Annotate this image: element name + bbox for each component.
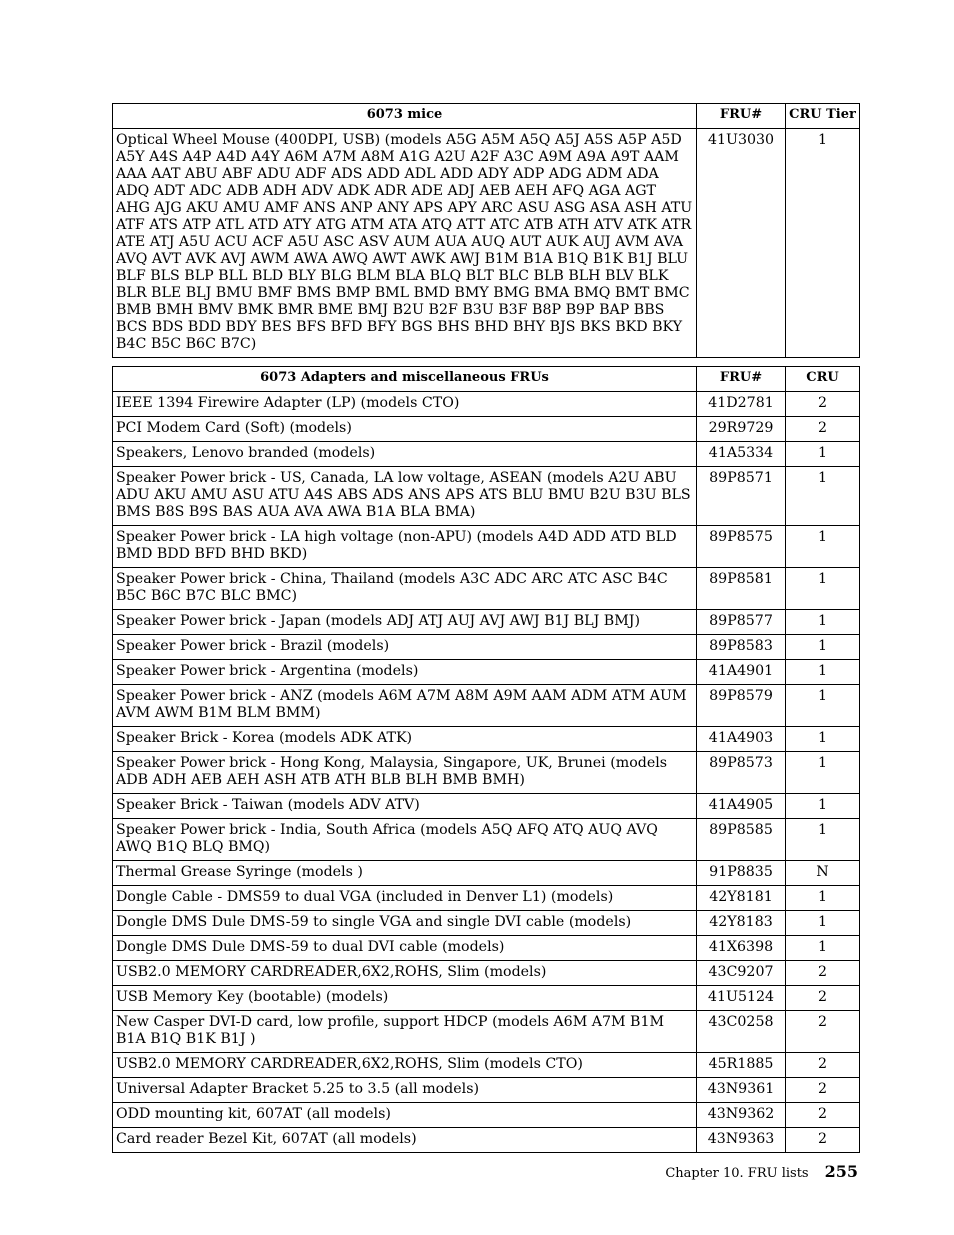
cell-fru-number: 42Y8181 <box>697 886 786 911</box>
cell-fru-number: 89P8581 <box>697 568 786 610</box>
cell-cru: 2 <box>786 392 860 417</box>
cell-description: USB Memory Key (bootable) (models) <box>113 986 697 1011</box>
table-row <box>113 936 860 961</box>
column-header-fru: FRU# <box>697 104 786 129</box>
cell-description: Speaker Power brick - LA high voltage (non-APU) (models A4D ADD ATD BLD BMD BDD BFD BHD BKD) <box>113 526 697 568</box>
cell-description: Speaker Power brick - Brazil (models) <box>113 635 697 660</box>
table-row <box>113 467 860 526</box>
table-row <box>113 129 860 358</box>
table-row <box>113 819 860 861</box>
cell-cru: 1 <box>786 685 860 727</box>
cell-fru-number: 89P8571 <box>697 467 786 526</box>
table-row <box>113 635 860 660</box>
cell-description: Speaker Power brick - US, Canada, LA low voltage, ASEAN (models A2U ABU ADU AKU AMU ASU ATU A4S ABS ADS ANS APS ATS BLU BMU B2U B3U BLS BMS B8S B9S BAS AUA AVA AWA B1A BLA BMA) <box>113 467 697 526</box>
cell-description: ODD mounting kit, 607AT (all models) <box>113 1103 697 1128</box>
cell-cru: 2 <box>786 986 860 1011</box>
cell-cru: 1 <box>786 526 860 568</box>
cell-description: Speaker Brick - Korea (models ADK ATK) <box>113 727 697 752</box>
mice-table <box>112 103 860 358</box>
cell-cru: 1 <box>786 819 860 861</box>
cell-fru-number: 91P8835 <box>697 861 786 886</box>
cell-cru: 1 <box>786 911 860 936</box>
table-row <box>113 886 860 911</box>
cell-cru: 1 <box>786 635 860 660</box>
cell-description: Speakers, Lenovo branded (models) <box>113 442 697 467</box>
table-row <box>113 660 860 685</box>
table-row <box>113 752 860 794</box>
table-row <box>113 442 860 467</box>
cell-cru: 1 <box>786 727 860 752</box>
page-number: 255 <box>824 1162 858 1181</box>
cell-fru-number: 29R9729 <box>697 417 786 442</box>
table-row <box>113 568 860 610</box>
table-row <box>113 986 860 1011</box>
column-header-cru-tier: CRU Tier <box>786 104 860 129</box>
cell-fru-number: 43N9362 <box>697 1103 786 1128</box>
cell-cru: N <box>786 861 860 886</box>
cell-cru: 1 <box>786 660 860 685</box>
column-header-description: 6073 mice <box>113 104 697 129</box>
column-header-description: 6073 Adapters and miscellaneous FRUs <box>113 367 697 392</box>
table-row <box>113 794 860 819</box>
cell-fru-number: 89P8585 <box>697 819 786 861</box>
cell-cru: 1 <box>786 610 860 635</box>
table-row <box>113 526 860 568</box>
cell-description: Speaker Power brick - China, Thailand (models A3C ADC ARC ATC ASC B4C B5C B6C B7C BLC BMC) <box>113 568 697 610</box>
cell-description: IEEE 1394 Firewire Adapter (LP) (models CTO) <box>113 392 697 417</box>
chapter-title: Chapter 10. FRU lists <box>665 1166 809 1181</box>
column-header-fru: FRU# <box>697 367 786 392</box>
table-row <box>113 911 860 936</box>
cell-cru: 1 <box>786 752 860 794</box>
table-row <box>113 1011 860 1053</box>
cell-cru: 2 <box>786 1078 860 1103</box>
table-row <box>113 861 860 886</box>
cell-fru-number: 89P8577 <box>697 610 786 635</box>
cell-fru-number: 89P8573 <box>697 752 786 794</box>
cell-fru-number: 41U3030 <box>697 129 786 358</box>
table-row <box>113 610 860 635</box>
cell-cru: 2 <box>786 1128 860 1153</box>
cell-description: Thermal Grease Syringe (models ) <box>113 861 697 886</box>
cell-fru-number: 43N9361 <box>697 1078 786 1103</box>
cell-description: New Casper DVI-D card, low profile, support HDCP (models A6M A7M B1M B1A B1Q B1K B1J ) <box>113 1011 697 1053</box>
column-header-cru: CRU <box>786 367 860 392</box>
cell-description: Speaker Power brick - Argentina (models) <box>113 660 697 685</box>
cell-fru-number: 45R1885 <box>697 1053 786 1078</box>
cell-description: Dongle DMS Dule DMS-59 to dual DVI cable (models) <box>113 936 697 961</box>
cell-description: PCI Modem Card (Soft) (models) <box>113 417 697 442</box>
cell-fru-number: 89P8575 <box>697 526 786 568</box>
cell-fru-number: 42Y8183 <box>697 911 786 936</box>
table-row <box>113 1053 860 1078</box>
cell-cru: 1 <box>786 467 860 526</box>
cell-cru: 1 <box>786 886 860 911</box>
table-row <box>113 727 860 752</box>
table-row <box>113 417 860 442</box>
cell-description: USB2.0 MEMORY CARDREADER,6X2,ROHS, Slim (models) <box>113 961 697 986</box>
cell-fru-number: 41A4901 <box>697 660 786 685</box>
cell-description: Speaker Brick - Taiwan (models ADV ATV) <box>113 794 697 819</box>
cell-fru-number: 41A4903 <box>697 727 786 752</box>
cell-cru: 1 <box>786 794 860 819</box>
cell-description: Speaker Power brick - Hong Kong, Malaysia, Singapore, UK, Brunei (models ADB ADH AEB AEH ASH ATB ATH BLB BLH BMB BMH) <box>113 752 697 794</box>
cell-fru-number: 41U5124 <box>697 986 786 1011</box>
adapters-table <box>112 366 860 1153</box>
cell-description: Speaker Power brick - ANZ (models A6M A7M A8M A9M AAM ADM ATM AUM AVM AWM B1M BLM BMM) <box>113 685 697 727</box>
cell-description: Dongle DMS Dule DMS-59 to single VGA and single DVI cable (models) <box>113 911 697 936</box>
cell-fru-number: 41X6398 <box>697 936 786 961</box>
cell-description: Universal Adapter Bracket 5.25 to 3.5 (all models) <box>113 1078 697 1103</box>
table-row <box>113 1128 860 1153</box>
cell-fru-number: 43C9207 <box>697 961 786 986</box>
table-row <box>113 392 860 417</box>
cell-fru-number: 89P8583 <box>697 635 786 660</box>
cell-description: Optical Wheel Mouse (400DPI, USB) (models A5G A5M A5Q A5J A5S A5P A5D A5Y A4S A4P A4D A4Y A6M A7M A8M A1G A2U A2F A3C A9M A9A A9T AAM AAA AAT ABU ABF ADU ADF ADS ADD ADL ADD ADY ADP ADG ADM ADA ADQ ADT ADC ADB ADH ADV ADK ADR ADE ADJ AEB AEH AFQ AGA AGT AHG AJG AKU AMU AMF ANS ANP ANY APS APY ARC ASU ASG ASA ASH ATU ATF ATS ATP ATL ATD ATY ATG ATM ATA ATQ ATT ATC ATB ATH ATV ATK ATR ATE ATJ A5U ACU ACF A5U ASC ASV AUM AUA AUQ AUT AUK AUJ AVM AVA AVQ AVT AVK AVJ AWM AWA AWQ AWT AWK AWJ B1M B1A B1Q B1K B1J BLU BLF BLS BLP BLL BLD BLY BLG BLM BLA BLQ BLT BLC BLB BLH BLV BLK BLR BLE BLJ BMU BMF BMS BMP BML BMD BMY BMG BMA BMQ BMT BMC BMB BMH BMV BMK BMR BME BMJ B2U B2F B3U B3F B8P B9P BAP BBS BCS BDS BDD BDY BES BFS BFD BFY BGS BHS BHD BHY BJS BKS BKD BKY B4C B5C B6C B7C) <box>113 129 697 358</box>
cell-fru-number: 41D2781 <box>697 392 786 417</box>
cell-fru-number: 43N9363 <box>697 1128 786 1153</box>
table-row <box>113 961 860 986</box>
cell-description: Dongle Cable - DMS59 to dual VGA (included in Denver L1) (models) <box>113 886 697 911</box>
cell-description: Speaker Power brick - India, South Africa (models A5Q AFQ ATQ AUQ AVQ AWQ B1Q BLQ BMQ) <box>113 819 697 861</box>
cell-cru: 2 <box>786 1011 860 1053</box>
cell-cru: 1 <box>786 568 860 610</box>
cell-description: Card reader Bezel Kit, 607AT (all models) <box>113 1128 697 1153</box>
cell-fru-number: 43C0258 <box>697 1011 786 1053</box>
cell-description: USB2.0 MEMORY CARDREADER,6X2,ROHS, Slim (models CTO) <box>113 1053 697 1078</box>
table-row <box>113 685 860 727</box>
cell-cru: 2 <box>786 961 860 986</box>
table-row <box>113 1103 860 1128</box>
cell-fru-number: 89P8579 <box>697 685 786 727</box>
page-footer <box>665 1162 858 1181</box>
cell-cru: 1 <box>786 936 860 961</box>
cell-fru-number: 41A4905 <box>697 794 786 819</box>
cell-cru: 2 <box>786 1103 860 1128</box>
cell-cru: 1 <box>786 442 860 467</box>
cell-description: Speaker Power brick - Japan (models ADJ ATJ AUJ AVJ AWJ B1J BLJ BMJ) <box>113 610 697 635</box>
cell-cru: 2 <box>786 417 860 442</box>
table-header-row <box>113 367 860 392</box>
table-row <box>113 1078 860 1103</box>
table-header-row <box>113 104 860 129</box>
cell-cru: 2 <box>786 1053 860 1078</box>
cell-cru: 1 <box>786 129 860 358</box>
cell-fru-number: 41A5334 <box>697 442 786 467</box>
